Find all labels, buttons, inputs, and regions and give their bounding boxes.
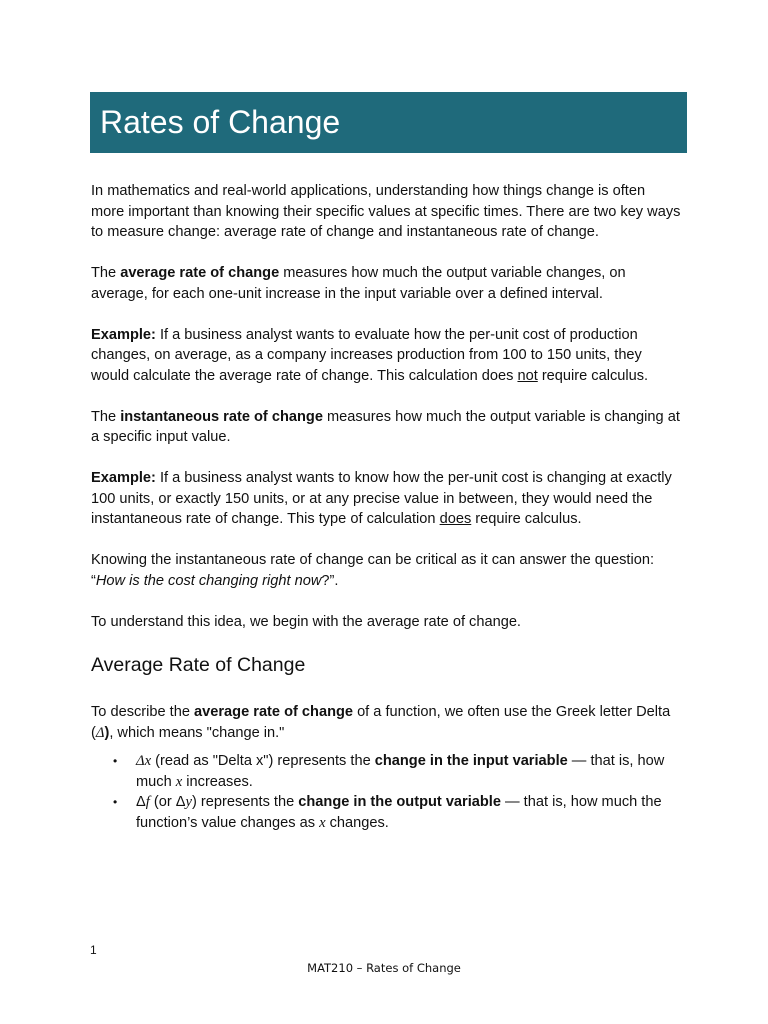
text-span: measures how much the output variable is changing at a specific input value. bbox=[91, 408, 680, 445]
variable-y: y bbox=[185, 794, 192, 810]
section-heading: Average Rate of Change bbox=[91, 654, 306, 676]
understand-paragraph: To understand this idea, we begin with the average rate of change. bbox=[91, 613, 521, 630]
variable-x: x bbox=[319, 814, 326, 831]
underlined-word: does bbox=[439, 511, 472, 527]
text-span: — that is, how much bbox=[136, 753, 665, 790]
text-span: increases. bbox=[182, 773, 253, 790]
text-span: If a business analyst wants to know how the per-unit cost is changing at exactly 100 units, or exactly 150 units, or at any precise value in between, they would need the instantaneous rate of change. This type of calculation bbox=[91, 470, 672, 527]
text-span: , which means "change in." bbox=[109, 724, 285, 741]
bold-term: average rate of change bbox=[194, 704, 354, 720]
list-item bbox=[91, 751, 681, 792]
underlined-word: not bbox=[517, 367, 538, 384]
title-banner bbox=[90, 92, 687, 153]
text-span: changes. bbox=[325, 814, 389, 831]
text-span: ) represents the bbox=[192, 794, 299, 810]
text-span: Knowing the instantaneous rate of change can be critical as it can answer the question: “ bbox=[91, 552, 655, 589]
instantaneous-definition-paragraph bbox=[91, 407, 681, 448]
describe-paragraph bbox=[91, 702, 681, 743]
intro-paragraph: In mathematics and real-world applications, understanding how things change is often more important than knowing their specific values at specific times. There are two key ways to measure change: average rate of change and instantaneous rate of change. bbox=[91, 183, 681, 240]
delta-x-symbol: Δx bbox=[136, 753, 152, 769]
example-label: Example: bbox=[91, 326, 156, 343]
bold-paren: ) bbox=[104, 724, 110, 741]
critical-question-paragraph bbox=[91, 550, 681, 591]
page-title: Rates of Change bbox=[100, 104, 341, 140]
page-footer: MAT210 – Rates of Change bbox=[307, 961, 461, 975]
bullet-icon: • bbox=[113, 795, 118, 809]
bullet-icon: • bbox=[113, 754, 118, 768]
list-item bbox=[91, 792, 681, 833]
text-span: of a function, we often use the Greek letter Delta ( bbox=[91, 704, 671, 741]
text-span: The bbox=[91, 265, 121, 281]
bold-term: average rate of change bbox=[120, 265, 280, 281]
text-span: ?”. bbox=[321, 572, 339, 589]
text-span: If a business analyst wants to evaluate how the per-unit cost of production changes, on average, as a company increases production from 100 to 150 units, they would calculate the average rate of change. This calculation does bbox=[91, 326, 642, 384]
italic-question: How is the cost changing right now bbox=[95, 572, 322, 589]
text-span: — that is, how much the function’s value changes as bbox=[136, 794, 662, 831]
document-body bbox=[91, 181, 681, 833]
bold-term: instantaneous rate of change bbox=[120, 408, 323, 425]
text-span: require calculus. bbox=[537, 367, 649, 384]
delta-symbol: Δ bbox=[136, 794, 146, 810]
text-span: The bbox=[91, 408, 121, 425]
text-span: require calculus. bbox=[471, 511, 582, 527]
example-one-paragraph bbox=[91, 325, 681, 387]
delta-symbol: Δ bbox=[95, 724, 105, 741]
example-label: Example: bbox=[91, 470, 156, 486]
bold-term: change in the input variable bbox=[374, 753, 568, 769]
example-two-paragraph bbox=[91, 468, 681, 530]
text-span: To describe the bbox=[91, 704, 195, 720]
text-span: measures how much the output variable changes, on average, for each one-unit increase in the input variable over a defined interval. bbox=[91, 265, 626, 302]
variable-x: x bbox=[175, 773, 183, 790]
variable-f: f bbox=[145, 794, 150, 810]
text-span: (or Δ bbox=[149, 794, 186, 810]
page-number: 1 bbox=[90, 943, 97, 957]
delta-bullet-list bbox=[91, 751, 681, 833]
bold-term: change in the output variable bbox=[298, 794, 501, 810]
text-span: (read as "Delta x") represents the bbox=[151, 753, 375, 769]
average-definition-paragraph bbox=[91, 263, 681, 304]
